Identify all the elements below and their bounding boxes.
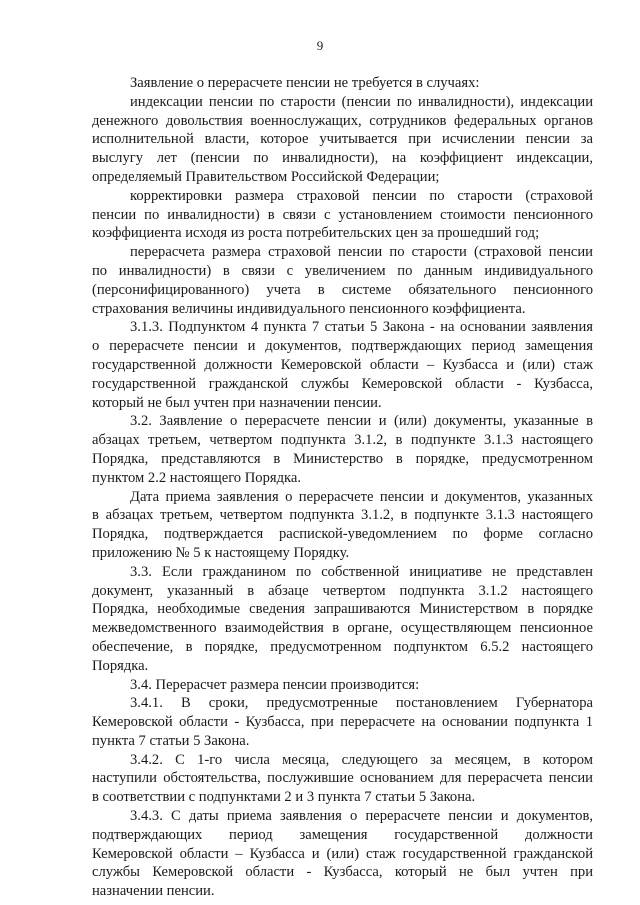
paragraph-line: пенсии по инвалидности) в связи с установлением стоимости пенсионного (92, 206, 593, 223)
paragraph-line: Порядка, представляются в Министерство в порядке, предусмотренном (92, 450, 593, 467)
document-body (92, 74, 593, 901)
paragraph-line: исполнительной власти, которое учитывается при исчислении пенсии за (92, 131, 593, 148)
paragraph-line: обеспечение, в порядке, предусмотренном подпунктом 6.5.2 настоящего (92, 638, 593, 655)
paragraph-line: 3.2. Заявление о перерасчете пенсии и (или) документы, указанные в (130, 413, 593, 430)
paragraph (92, 488, 593, 563)
paragraph-line: 3.4. Перерасчет размера пенсии производится: (130, 676, 420, 693)
paragraph-line: подтверждающих период замещения государственной должности (92, 826, 593, 843)
paragraph-line: в абзацах третьем, четвертом подпункта 3.1.2, в подпункте 3.1.3 настоящего (92, 507, 593, 524)
paragraph-line: корректировки размера страховой пенсии по старости (страховой (130, 187, 593, 204)
paragraph-line: о перерасчете пенсии и документов, подтверждающих период замещения (92, 338, 593, 355)
paragraph-line: межведомственного взаимодействия в органе, осуществляющем пенсионное (92, 620, 593, 637)
paragraph (92, 243, 593, 318)
paragraph (92, 694, 593, 750)
paragraph-line: Порядка, необходимые сведения запрашиваются Министерством в порядке (92, 601, 593, 618)
paragraph-line: Кемеровской области – Кузбасса и (или) стаж государственной гражданской (92, 845, 593, 862)
paragraph-line: денежного довольствия военнослужащих, сотрудников федеральных органов (92, 112, 593, 129)
paragraph (92, 807, 593, 901)
paragraph-line: 3.4.2. С 1-го числа месяца, следующего за месяцем, в котором (130, 751, 593, 768)
paragraph (92, 318, 593, 412)
paragraph-line: назначении пенсии. (92, 883, 215, 900)
paragraph-line: наступили обстоятельства, послужившие основанием для перерасчета пенсии (92, 770, 593, 787)
paragraph (92, 676, 593, 695)
paragraph-line: государственной должности Кемеровской области – Кузбасса и (или) стаж (92, 356, 593, 373)
paragraph-line: Дата приема заявления о перерасчете пенсии и документов, указанных (130, 488, 593, 505)
paragraph-line: по инвалидности) в связи с увеличением по данным индивидуального (92, 262, 593, 279)
paragraph-line: государственной гражданской службы Кемеровской области - Кузбасса, (92, 375, 593, 392)
paragraph (92, 93, 593, 187)
paragraph (92, 563, 593, 676)
page-number: 9 (316, 38, 324, 53)
paragraph-line: службы Кемеровской области - Кузбасса, который не был учтен при (92, 864, 593, 881)
paragraph-line: Заявление о перерасчете пенсии не требуется в случаях: (130, 75, 480, 91)
paragraph-line: пунктом 2.2 настоящего Порядка. (92, 469, 302, 486)
paragraph-line: 3.3. Если гражданином по собственной инициативе не представлен (130, 563, 593, 580)
paragraph-line: 3.4.3. С даты приема заявления о перерасчете пенсии и документов, (130, 808, 593, 825)
paragraph-line: перерасчета размера страховой пенсии по старости (страховой пенсии (130, 244, 593, 261)
paragraph (92, 74, 593, 93)
paragraph-line: 3.1.3. Подпунктом 4 пункта 7 статьи 5 Закона - на основании заявления (130, 319, 593, 336)
paragraph-line: пункта 7 статьи 5 Закона. (92, 732, 250, 749)
paragraph-line: который не был учтен при назначении пенсии. (92, 394, 382, 411)
paragraph-line: абзацах третьем, четвертом подпункта 3.1.2, в подпункте 3.1.3 настоящего (92, 432, 593, 449)
paragraph (92, 751, 593, 807)
paragraph-line: определяемый Правительством Российской Федерации; (92, 168, 440, 185)
paragraph-line: документ, указанный в абзаце четвертом подпункта 3.1.2 настоящего (92, 582, 593, 599)
paragraph-line: коэффициента исходя из роста потребительских цен за прошедший год; (92, 225, 540, 242)
paragraph (92, 187, 593, 243)
paragraph-line: в соответствии с подпунктами 2 и 3 пункта 7 статьи 5 Закона. (92, 789, 476, 806)
paragraph-line: Порядка, подтверждается распиской-уведомлением по форме согласно (92, 526, 593, 543)
paragraph-line: страхования величины индивидуального пенсионного коэффициента. (92, 300, 526, 317)
paragraph-line: выслугу лет (пенсии по инвалидности), на коэффициент индексации, (92, 150, 593, 167)
paragraph-line: Порядка. (92, 657, 149, 674)
paragraph-line: индексации пенсии по старости (пенсии по инвалидности), индексации (130, 93, 593, 110)
paragraph-line: приложению № 5 к настоящему Порядку. (92, 544, 350, 561)
paragraph-line: (персонифицированного) учета в системе обязательного пенсионного (92, 281, 593, 298)
paragraph-line: 3.4.1. В сроки, предусмотренные постановлением Губернатора (130, 695, 593, 712)
paragraph (92, 412, 593, 487)
paragraph-line: Кемеровской области - Кузбасса, при перерасчете на основании подпункта 1 (92, 714, 593, 731)
